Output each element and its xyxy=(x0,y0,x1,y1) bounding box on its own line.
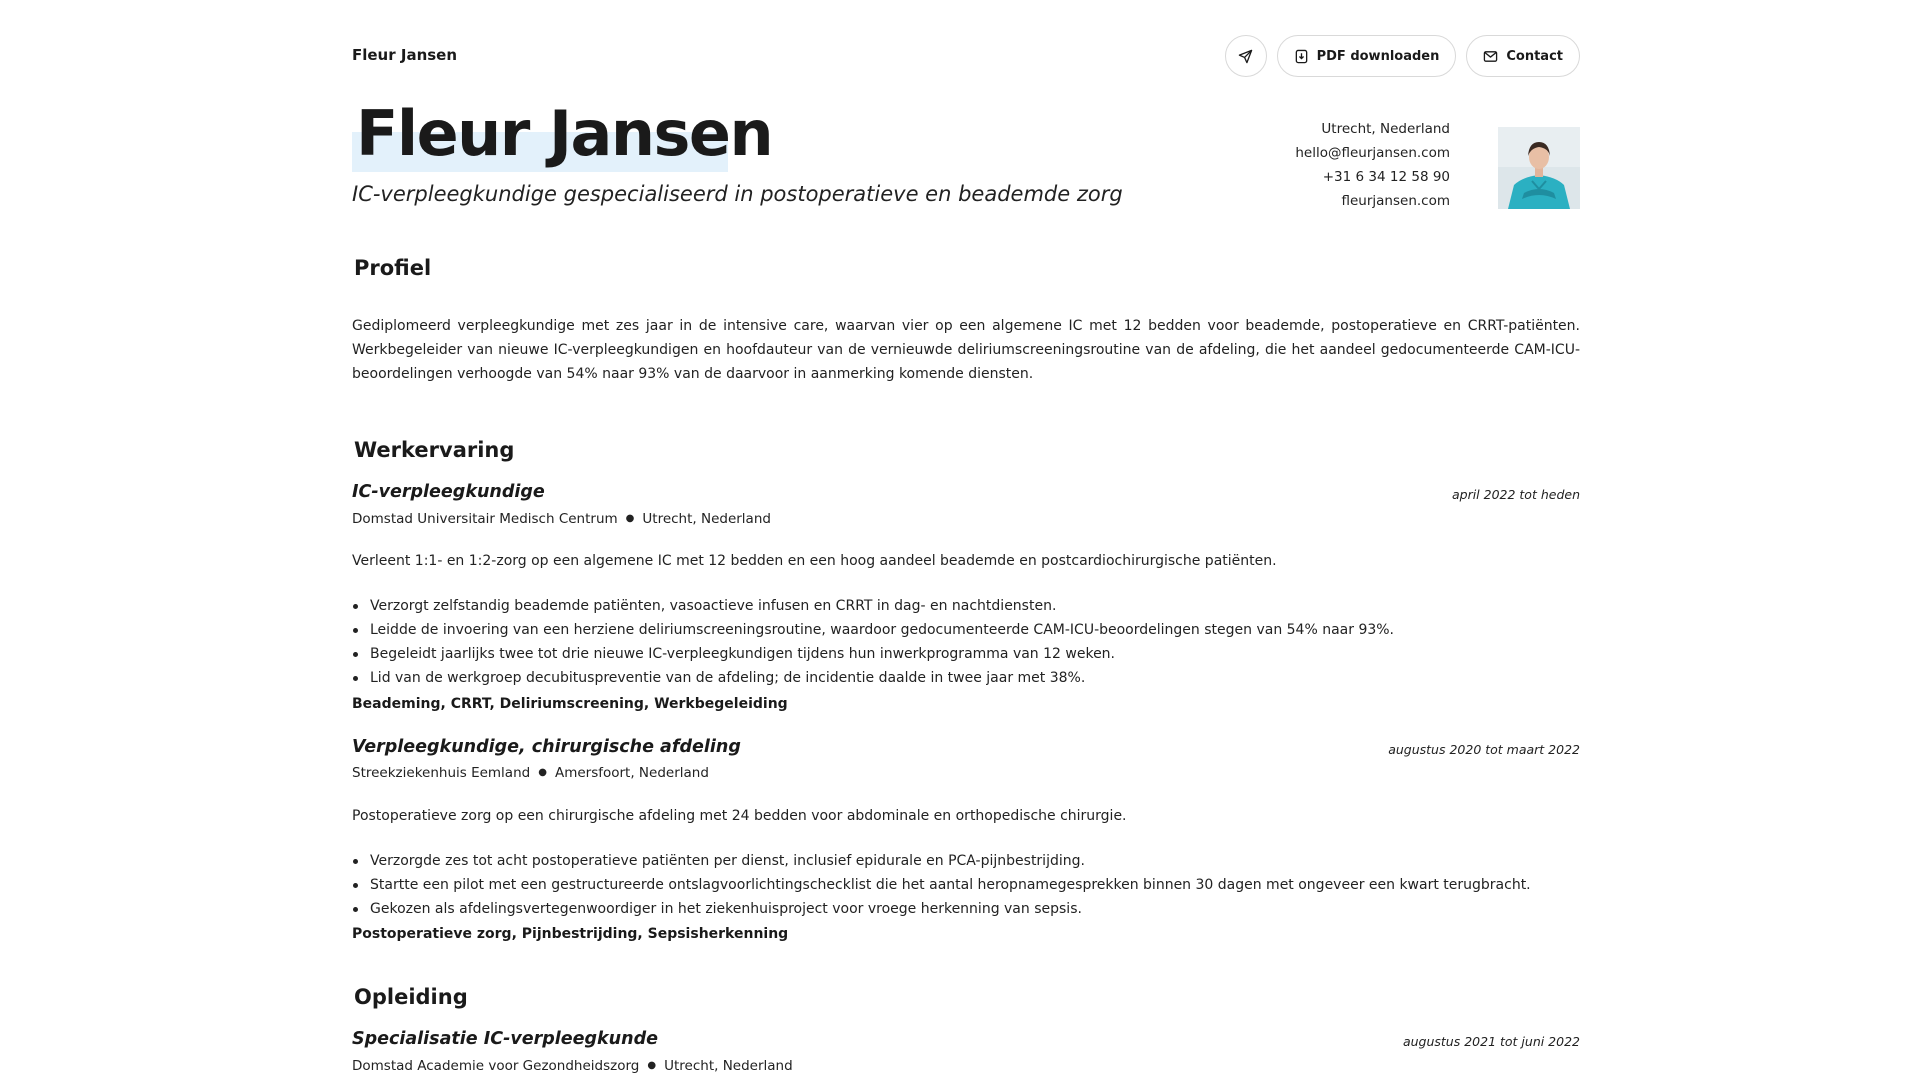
separator-dot: ● xyxy=(625,513,635,524)
list-item: Leidde de invoering van een herziene deliriumscreeningsroutine, waardoor gedocumenteerde CAM-ICU-beoordelingen stegen van 54% naar 93%. xyxy=(352,618,1394,642)
contact-email[interactable]: hello@fleurjansen.com xyxy=(1295,145,1450,161)
list-item: Begeleidt jaarlijks twee tot drie nieuwe IC-verpleegkundigen tijdens hun inwerkprogramma van 12 weken. xyxy=(352,642,1394,666)
job-date: april 2022 tot heden xyxy=(1451,487,1580,502)
file-download-icon xyxy=(1294,49,1309,64)
list-item: Gekozen als afdelingsvertegenwoordiger in het ziekenhuisproject voor vroege herkenning van sepsis. xyxy=(352,897,1531,921)
profile-photo-icon xyxy=(1498,127,1580,209)
name-block xyxy=(352,98,772,170)
contact-location: Utrecht, Nederland xyxy=(1321,121,1450,137)
education-org-name: Domstad Academie voor Gezondheidszorg xyxy=(352,1058,640,1074)
experience-heading: Werkervaring xyxy=(354,438,515,462)
job-title: Verpleegkundige, chirurgische afdeling xyxy=(352,737,741,757)
job-location: Utrecht, Nederland xyxy=(642,511,771,527)
job-summary: Verleent 1:1- en 1:2-zorg op een algemene IC met 12 bedden en een hoog aandeel beademde en postcardiochirurgische patiënten. xyxy=(352,553,1277,569)
separator-dot: ● xyxy=(647,1060,657,1071)
job-title: IC-verpleegkundige xyxy=(352,482,545,502)
brand-name[interactable]: Fleur Jansen xyxy=(352,46,458,64)
job-location: Amersfoort, Nederland xyxy=(554,765,709,781)
avatar xyxy=(1498,127,1580,209)
education-title: Specialisatie IC-verpleegkunde xyxy=(352,1029,658,1049)
pdf-download-button[interactable] xyxy=(1277,35,1457,77)
profile-heading: Profiel xyxy=(354,256,432,280)
profile-body xyxy=(352,314,1580,386)
job-date: augustus 2020 tot maart 2022 xyxy=(1388,742,1580,757)
job-skills: Beademing, CRRT, Deliriumscreening, Werkbegeleiding xyxy=(352,696,788,712)
experience-section xyxy=(352,438,516,462)
education-organization xyxy=(352,1058,793,1074)
contact-details xyxy=(1295,117,1450,213)
contact-phone[interactable]: +31 6 34 12 58 90 xyxy=(1322,169,1450,185)
top-bar xyxy=(352,35,1580,77)
profile-section xyxy=(352,256,433,280)
education-date: augustus 2021 tot juni 2022 xyxy=(1402,1034,1580,1049)
job-org-name: Streekziekenhuis Eemland xyxy=(352,765,531,781)
profile-text: Gediplomeerd verpleegkundige met zes jaar in de intensive care, waarvan vier op een algemene IC met 12 bedden voor beademde, postoperatieve en CRRT-patiënten. Werkbegeleider van nieuwe IC-verpleegkundigen en hoofdauteur van de vernieuwde deliriumscreeningsroutine van de afdeling, die het aandeel gedocumenteerde CAM-ICU-beoordelingen verhoogde van 54% naar 93% van de daarvoor in aanmerking komende diensten. xyxy=(352,318,1580,382)
list-item: Verzorgt zelfstandig beademde patiënten, vasoactieve infusen en CRRT in dag- en nachtdiensten. xyxy=(352,594,1394,618)
job-bullets xyxy=(352,849,1531,921)
job-organization xyxy=(352,511,771,527)
share-button[interactable] xyxy=(1225,35,1267,77)
send-icon xyxy=(1238,49,1253,64)
job-org-name: Domstad Universitair Medisch Centrum xyxy=(352,511,618,527)
separator-dot: ● xyxy=(538,767,547,778)
job-summary: Postoperatieve zorg op een chirurgische afdeling met 24 bedden voor abdominale en orthopedische chirurgie. xyxy=(352,808,1127,824)
education-section xyxy=(352,985,470,1009)
job-bullets xyxy=(352,594,1394,690)
job-skills: Postoperatieve zorg, Pijnbestrijding, Sepsisherkenning xyxy=(352,926,789,942)
education-heading: Opleiding xyxy=(354,985,468,1009)
contact-button[interactable] xyxy=(1466,35,1580,77)
job-organization xyxy=(352,765,709,781)
list-item: Startte een pilot met een gestructureerde ontslagvoorlichtingschecklist die het aantal heropnamegesprekken binnen 30 dagen met ongeveer een kwart terugbracht. xyxy=(352,873,1531,897)
pdf-download-label: PDF downloaden xyxy=(1316,48,1440,64)
header-actions xyxy=(1225,35,1580,77)
mail-icon xyxy=(1483,49,1498,64)
page-title: Fleur Jansen xyxy=(356,97,773,170)
contact-website[interactable]: fleurjansen.com xyxy=(1341,193,1450,209)
education-location: Utrecht, Nederland xyxy=(664,1058,793,1074)
tagline: IC-verpleegkundige gespecialiseerd in postoperatieve en beademde zorg xyxy=(352,182,1123,206)
list-item: Verzorgde zes tot acht postoperatieve patiënten per dienst, inclusief epidurale en PCA-pijnbestrijding. xyxy=(352,849,1531,873)
contact-label: Contact xyxy=(1506,48,1563,64)
list-item: Lid van de werkgroep decubituspreventie van de afdeling; de incidentie daalde in twee jaar met 38%. xyxy=(352,666,1394,690)
